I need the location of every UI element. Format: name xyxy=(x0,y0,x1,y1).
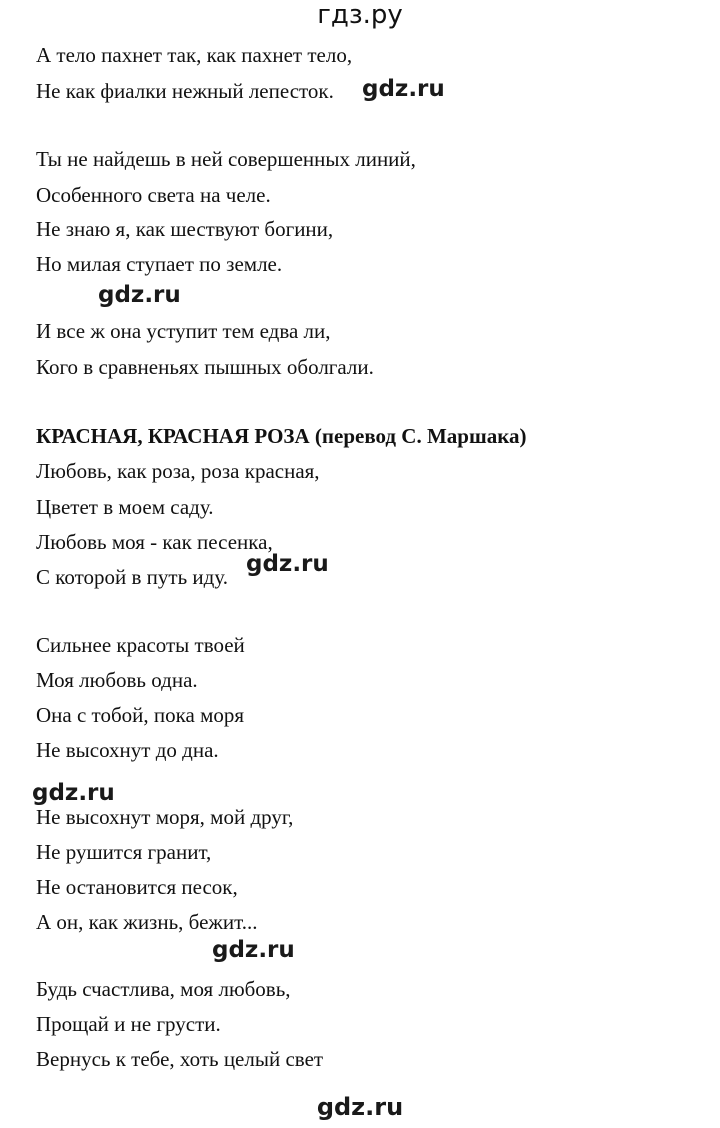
poem-title: КРАСНАЯ, КРАСНАЯ РОЗА (перевод С. Маршака) xyxy=(36,424,527,448)
footer-watermark: gdz.ru xyxy=(316,1093,404,1121)
poem-line: Моя любовь одна. xyxy=(36,668,198,692)
watermark: gdz.ru xyxy=(212,937,295,963)
watermark: gdz.ru xyxy=(362,76,445,102)
poem-line: И все ж она уступит тем едва ли, xyxy=(36,319,331,343)
poem-line: А он, как жизнь, бежит... xyxy=(36,910,258,934)
poem-line: С которой в путь иду. xyxy=(36,565,228,589)
poem-line: А тело пахнет так, как пахнет тело, xyxy=(36,43,353,67)
site-header: гдз.ру xyxy=(317,0,403,30)
poem-line: Ты не найдешь в ней совершенных линий, xyxy=(36,147,416,171)
poem-line: Любовь моя - как песенка, xyxy=(36,530,273,554)
watermark: gdz.ru xyxy=(246,551,329,577)
poem-line: Вернусь к тебе, хоть целый свет xyxy=(36,1047,324,1071)
poem-line: Кого в сравненьях пышных оболгали. xyxy=(36,355,374,379)
poem-line: Любовь, как роза, роза красная, xyxy=(36,459,320,483)
poem-line: Не остановится песок, xyxy=(36,875,238,899)
poem-line: Сильнее красоты твоей xyxy=(36,633,245,657)
poem-line: Но милая ступает по земле. xyxy=(36,252,283,276)
poem-line: Будь счастлива, моя любовь, xyxy=(36,977,291,1001)
poem-line: Не высохнут до дна. xyxy=(36,738,219,762)
poem-line: Не высохнут моря, мой друг, xyxy=(36,805,294,829)
poem-line: Она с тобой, пока моря xyxy=(36,703,245,727)
poem-line: Не рушится гранит, xyxy=(36,840,212,864)
poem-line: Особенного света на челе. xyxy=(36,183,271,207)
poem-line: Цветет в моем саду. xyxy=(36,495,214,519)
poem-line: Не как фиалки нежный лепесток. xyxy=(36,79,334,103)
poem-line: Прощай и не грусти. xyxy=(36,1012,221,1036)
watermark: gdz.ru xyxy=(98,282,181,308)
watermark: gdz.ru xyxy=(32,780,115,806)
poem-line: Не знаю я, как шествуют богини, xyxy=(36,217,334,241)
